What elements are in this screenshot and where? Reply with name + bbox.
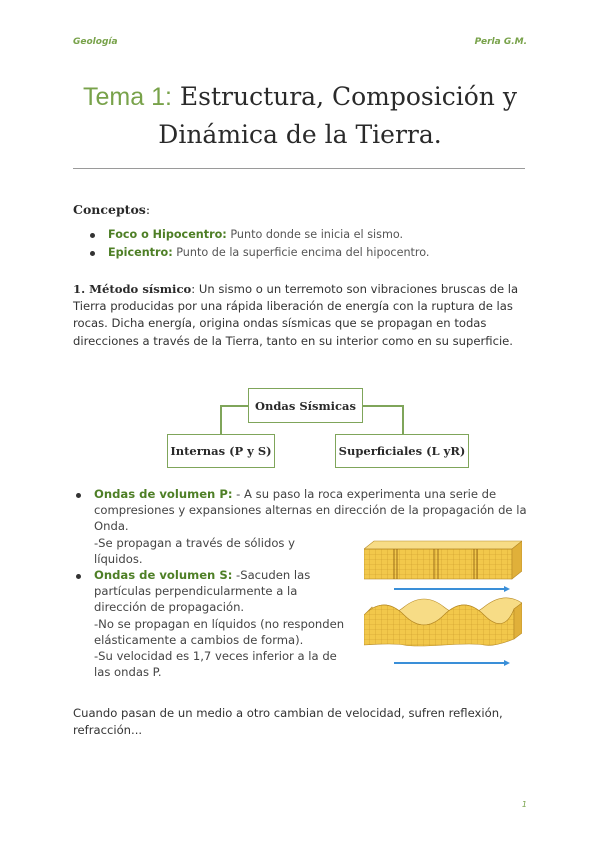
- wave-types-list: [73, 486, 527, 680]
- wave-p-intro: Ondas de volumen P: - A su paso la roca experimenta una serie de compresiones y expansiones alternas en dirección de la propagación de la Onda.: [94, 487, 527, 534]
- concept-term: Epicentro:: [108, 245, 173, 259]
- concepts-heading: Conceptos:: [73, 202, 151, 217]
- section1-body: Un sismo o un terremoto son vibraciones bruscas de la Tierra producidas por una rápida liberación de energía con la ruptura de las rocas. Dicha energía, origina ondas sísmicas que se propagan en todas direcciones a través de la Tierra, tanto en su interior como en su superficie.: [73, 282, 519, 348]
- diagram-internal-box: Internas (P y S): [167, 434, 275, 468]
- connector-line: [402, 405, 404, 434]
- title-line1: Estructura, Composición y: [179, 82, 517, 111]
- seismic-waves-diagram: [160, 384, 480, 474]
- concept-text: Punto donde se inicia el sismo.: [226, 228, 404, 241]
- s-wave-block: [364, 598, 522, 646]
- arrow-head-icon: [504, 586, 510, 592]
- section1-heading: 1. Método sísmico: [73, 282, 192, 296]
- section1-paragraph: 1. Método sísmico: Un sismo o un terremoto son vibraciones bruscas de la Tierra producidas por una rápida liberación de energía con la ruptura de las rocas. Dicha energía, origina ondas sísmicas que se propagan en todas direcciones a través de la Tierra, tanto en su interior como en su superficie.: [73, 282, 519, 348]
- diagram-surface-box: Superficiales (L yR): [335, 434, 469, 468]
- connector-line: [220, 405, 248, 407]
- wave-p-note: -Se propagan a través de sólidos y líquidos.: [94, 535, 296, 566]
- title-divider: [73, 168, 525, 169]
- list-item: [90, 226, 430, 244]
- title-tag: Tema 1:: [83, 83, 172, 111]
- concepts-list: [90, 226, 430, 261]
- connector-line: [363, 405, 403, 407]
- header-subject: Geología: [73, 37, 118, 47]
- wave-s-intro: Ondas de volumen S: -Sacuden las partículas perpendicularmente a la dirección de propagación.: [94, 568, 311, 615]
- p-wave-block: [364, 541, 522, 579]
- closing-paragraph: Cuando pasan de un medio a otro cambian de velocidad, sufren reflexión, refracción...: [73, 706, 503, 738]
- concept-text: Punto de la superficie encima del hipocentro.: [172, 245, 430, 259]
- title-line2: Dinámica de la Tierra.: [158, 120, 442, 149]
- list-item: [73, 567, 363, 680]
- arrow-head-icon: [504, 660, 510, 666]
- concept-term: Foco o Hipocentro:: [108, 228, 227, 241]
- list-item: [90, 244, 430, 262]
- diagram-root-box: Ondas Sísmicas: [248, 388, 363, 423]
- header-author: Perla G.M.: [474, 37, 527, 47]
- page-number: 1: [521, 800, 527, 809]
- connector-line: [220, 405, 222, 434]
- wave-s-note: -No se propagan en líquidos (no responden elásticamente a cambios de forma).: [94, 616, 345, 647]
- list-item: [73, 486, 527, 567]
- wave-illustration: [364, 535, 522, 685]
- wave-s-note: -Su velocidad es 1,7 veces inferior a la de las ondas P.: [94, 649, 337, 680]
- page-title: [40, 78, 560, 154]
